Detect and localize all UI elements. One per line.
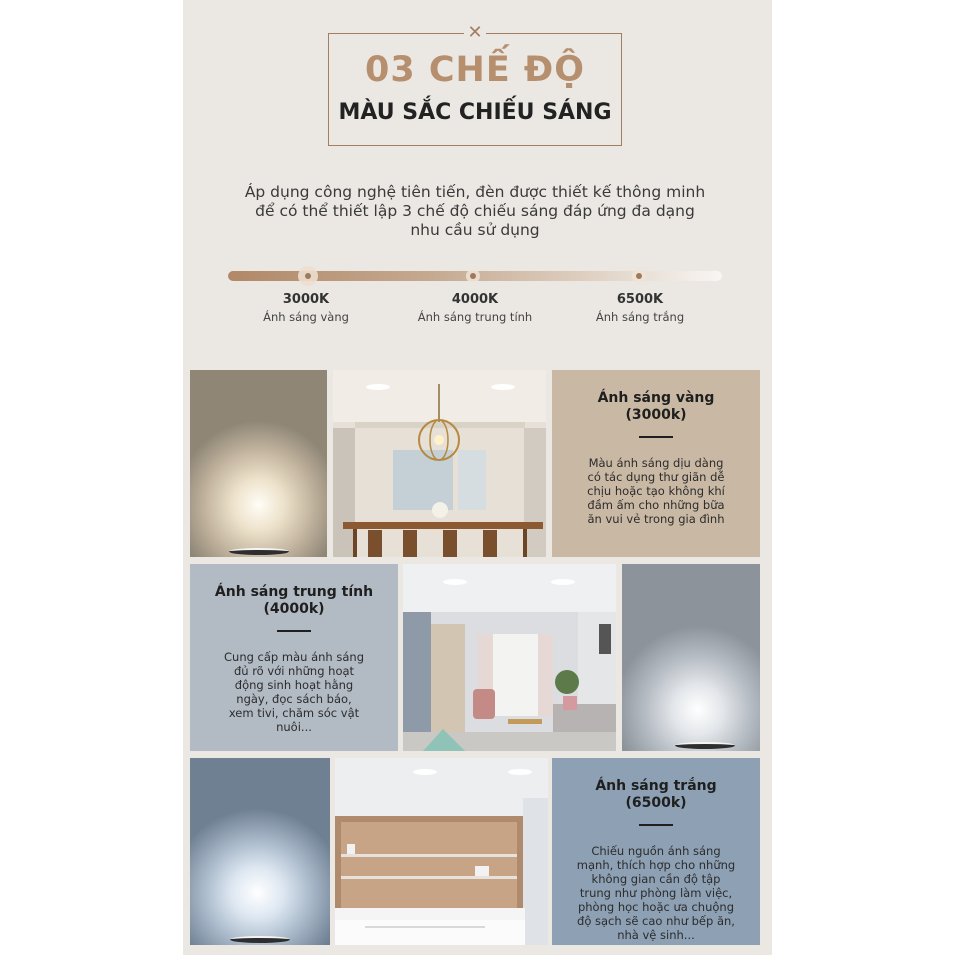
card-kelvin: (6500k) [625, 795, 687, 811]
mode-label: Ánh sáng trắng [595, 310, 685, 324]
warm-light-card [552, 370, 760, 557]
divider [639, 436, 673, 438]
mode-label: Ánh sáng vàng [263, 310, 349, 324]
temperature-marker-6500k [632, 269, 646, 283]
divider [639, 824, 673, 826]
card-title: Ánh sáng trung tính [214, 584, 374, 600]
kitchen-photo [335, 758, 548, 945]
mode-6500k [565, 292, 715, 324]
neutral-light-card [190, 564, 398, 751]
lamp-rim [229, 548, 289, 555]
page-subtitle: MÀU SẮC CHIẾU SÁNG [338, 100, 612, 125]
card-title: Ánh sáng vàng [597, 390, 715, 406]
divider [277, 630, 311, 632]
card-kelvin: (4000k) [263, 601, 325, 617]
neutral-light-closeup-photo [622, 564, 760, 751]
card-description: Chiếu nguồn ánh sáng mạnh, thích hợp cho những không gian cần độ tập trung như phòng làm việc, phòng học hoặc ưa chuộng độ sạch sẽ cao như bếp ăn, nhà vệ sinh... [576, 844, 736, 942]
temperature-marker-3000k [298, 266, 318, 286]
warm-light-closeup-photo [190, 370, 327, 557]
intro-text: Áp dụng công nghệ tiên tiến, đèn được thiết kế thông minh để có thể thiết lập 3 chế độ chiếu sáng đáp ứng đa dạng nhu cầu sử dụng [244, 183, 706, 239]
white-light-card [552, 758, 760, 945]
temperature-marker-4000k [466, 269, 480, 283]
mode-4000k [400, 292, 550, 324]
white-light-closeup-photo [190, 758, 330, 945]
mode-3000k [231, 292, 381, 324]
card-description: Màu ánh sáng dịu dàng có tác dụng thư giãn dễ chịu hoặc tạo không khí đầm ấm cho những bữa ăn vui vẻ trong gia đình [587, 456, 725, 526]
card-description: Cung cấp màu ánh sáng đủ rõ với những hoạt động sinh hoạt hằng ngày, đọc sách báo, xem tivi, chăm sóc vật nuôi... [224, 650, 364, 734]
page-title: 03 CHẾ ĐỘ [364, 50, 586, 90]
mode-label: Ánh sáng trung tính [417, 310, 533, 324]
dining-room-photo [333, 370, 546, 557]
lamp-rim [230, 936, 290, 943]
close-mark-icon: ✕ [464, 22, 486, 44]
mode-kelvin: 4000K [451, 292, 499, 307]
living-room-photo [403, 564, 616, 751]
mode-kelvin: 6500K [616, 292, 664, 307]
card-title: Ánh sáng trắng [595, 778, 717, 794]
lamp-rim [675, 742, 735, 749]
product-infographic [183, 0, 772, 955]
card-kelvin: (3000k) [625, 407, 687, 423]
mode-kelvin: 3000K [282, 292, 330, 307]
